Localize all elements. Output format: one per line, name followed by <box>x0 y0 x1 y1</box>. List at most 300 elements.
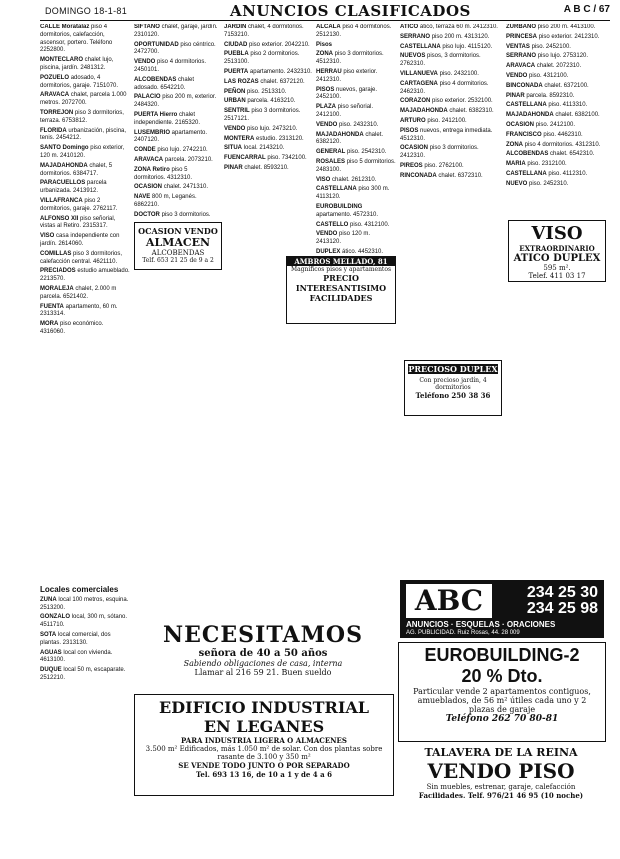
classified-ad-text: piso señorial. 2412100. <box>316 104 374 118</box>
classified-ad-text: piso. 7342100. <box>267 155 307 162</box>
classified-ad-text: piso 3 dormitorios. 2517121. <box>224 108 301 122</box>
classified-ad-label: ALCOBENDAS <box>506 151 549 158</box>
classified-ad <box>316 231 396 247</box>
talavera-line-4: Facilidades. Telf. 976/21 46 95 (10 noche) <box>418 791 584 800</box>
classified-ad-label: MARIA <box>506 161 526 168</box>
classified-ad-label: SIFTANO <box>134 24 160 30</box>
abc-phone-1: 234 25 30 <box>526 584 598 601</box>
classified-ad-label: CALLE Moratalaz <box>40 24 90 30</box>
classified-ad-label: NUEVO <box>506 180 528 187</box>
classified-ad-label: DUPLEX <box>316 248 341 254</box>
classified-ad-text: piso 200 m, exterior. 2484320. <box>134 94 217 109</box>
classified-ad-label: CONDE <box>134 147 156 154</box>
classified-ad <box>40 286 130 302</box>
classified-ad-text: piso 4 dormitorios. 4312310. <box>524 141 601 148</box>
classified-ad-text: chalet. 6382310. <box>449 108 494 115</box>
section-heading-locales: Locales comerciales <box>40 585 119 594</box>
classified-ad-text: chalet, garaje, jardín. 2310120. <box>134 24 218 38</box>
abc-phone-2: 234 25 98 <box>526 600 598 617</box>
classified-ad <box>506 73 604 81</box>
eurobuilding-line-4: Teléfono 262 70 80-81 <box>445 714 559 724</box>
classified-ad-label: ZONA Retiro <box>134 166 170 173</box>
classified-ad-label: ALCALA <box>316 24 341 30</box>
classified-ad-label: PARACUELLOS <box>40 180 86 187</box>
classified-ad <box>224 69 312 77</box>
classified-ad <box>400 34 504 42</box>
classified-ad-text: piso económico. 4316060. <box>40 321 104 335</box>
classified-ad-label: SOTA <box>40 631 57 638</box>
classified-ad <box>224 108 312 124</box>
classified-ad-label: PALACIO <box>134 94 161 101</box>
mellado-line-3: PRECIO <box>323 273 359 283</box>
ad-box-viso <box>508 220 606 282</box>
abc-ad-block <box>400 580 604 638</box>
classified-ad-text: piso. 2412100. <box>535 121 576 128</box>
classified-ad <box>316 132 396 148</box>
classified-ad-label: SERRANO <box>400 33 431 40</box>
classified-ad-text: pisos, 3 dormitorios. 2762310. <box>400 53 481 68</box>
ad-box-edificio <box>134 694 394 796</box>
classified-ad-label: RINCONADA <box>400 172 437 179</box>
classified-ad <box>40 597 130 613</box>
classified-ad-label: DOCTOR <box>134 211 160 217</box>
classified-ad <box>40 198 130 214</box>
classified-ad-label: OCASION <box>400 145 429 152</box>
almacen-line-4: Telf. 653 21 25 de 9 a 2 <box>142 257 214 264</box>
classified-ad <box>400 71 504 79</box>
classified-ad <box>506 63 604 71</box>
classified-ad-text: piso. 4312100. <box>529 72 569 79</box>
classified-ad <box>400 118 504 126</box>
classified-ad <box>506 151 604 159</box>
classified-ad-label: SITUA <box>224 145 242 152</box>
classified-ad-text: piso. 2452310. <box>529 180 569 187</box>
ad-box-eurobuilding <box>398 642 606 742</box>
classified-ad <box>506 181 604 189</box>
column-2 <box>134 272 220 614</box>
classified-ad <box>134 24 220 40</box>
mellado-line-1: AMBROS MELLADO, 81 <box>287 257 395 266</box>
classified-ad-text: piso. 2542310. <box>347 149 387 156</box>
classified-ad-text: local. 2143210. <box>243 145 285 152</box>
classified-ad-label: FUENCARRAL <box>224 155 266 162</box>
classified-ad <box>134 184 220 192</box>
classified-ad-label: FLORIDA <box>40 127 67 134</box>
classified-ad-text: adosado, 4 dormitorios, garaje. 7151070. <box>40 74 119 89</box>
classified-ad-text: ático. 4452310. <box>342 248 384 254</box>
classified-ad-text: piso exterior, 120 m. 2410120. <box>40 145 125 159</box>
classified-ad-label: CASTELLANA <box>506 102 547 109</box>
classified-ad-label: CARTAGENA <box>400 80 438 87</box>
classified-ad <box>40 24 130 55</box>
classified-ad <box>316 42 396 50</box>
viso-line-2: EXTRAORDINARIO <box>519 244 595 253</box>
classified-ad-label: ALCOBENDAS <box>134 76 177 83</box>
eurobuilding-line-1: EUROBUILDING-2 <box>424 645 580 665</box>
classified-ad-text: chalet, 4 dormitorios. 7153210. <box>224 24 304 38</box>
classified-ad-text: piso. 2412100. <box>427 117 467 124</box>
viso-line-1: VISO <box>531 223 583 244</box>
classified-ad <box>506 24 604 32</box>
classified-ad-label: SANTO Domingo <box>40 145 89 152</box>
classified-ad-text: piso. 2762100. <box>424 162 464 169</box>
classified-ad-label: VISO <box>316 176 331 183</box>
classified-ad-text: piso. 2432100. <box>439 70 479 77</box>
classified-ad-label: MAJADAHONDA <box>400 108 448 115</box>
classified-ad-label: CIUDAD <box>224 41 248 48</box>
classified-ad-text: parcela. 4163210. <box>247 98 296 105</box>
classified-ad <box>316 51 396 67</box>
classified-ad <box>400 163 504 171</box>
classified-ad <box>40 614 130 630</box>
classified-ad-text: piso. 4112310. <box>548 170 588 177</box>
classified-ad-text: chalet. 2072310. <box>536 63 582 70</box>
classified-ad <box>506 122 604 130</box>
classified-ad-text: piso 3 dormitorios, terraza. 6753812. <box>40 109 124 124</box>
classified-ad-text: piso. 2432310. <box>339 121 379 128</box>
classified-ad <box>400 44 504 52</box>
edificio-line-4: 3.500 m² Edificados, más 1.050 m² de solar. Con dos plantas sobre rasante de 3.100 y 350 m² <box>145 745 383 761</box>
classified-ad-label: VENDO <box>316 231 338 238</box>
classified-ad-label: ZURBANO <box>506 24 536 30</box>
edificio-line-6: Tel. 693 13 16, de 10 a 1 y de 4 a 6 <box>196 770 332 779</box>
viso-line-3: ATICO DUPLEX <box>513 253 601 264</box>
classified-ad <box>506 102 604 110</box>
classified-ad-label: MONTERA <box>224 135 255 142</box>
classified-ad-label: NUEVOS <box>400 53 426 60</box>
viso-line-5: Telef. 411 03 17 <box>528 272 586 280</box>
classified-ad <box>40 145 130 161</box>
necesitamos-line-3: Sabiendo obligaciones de casa, interna <box>183 659 343 668</box>
classified-ad-label: OPORTUNIDAD <box>134 41 179 48</box>
almacen-line-1: OCASION VENDO <box>138 226 218 236</box>
classified-ad <box>506 112 604 120</box>
classified-ad <box>134 94 220 110</box>
classified-ad-text: local 100 metros, esquina. 2513200. <box>40 596 129 611</box>
classified-ad <box>506 83 604 91</box>
classified-ad <box>224 165 312 173</box>
classified-ad <box>316 122 396 130</box>
classified-ad <box>224 51 312 67</box>
abc-subtitle: ANUNCIOS · ESQUELAS · ORACIONES <box>406 620 556 629</box>
classified-ad-label: JARDIN <box>224 24 247 30</box>
classified-ad-label: HERRAU <box>316 68 342 75</box>
classified-ad-text: piso 200 m. 4313120. <box>431 33 490 40</box>
classified-ad <box>224 24 312 40</box>
classified-ad <box>400 24 504 32</box>
classified-ad-label: URBAN <box>224 98 246 105</box>
classified-ad-text: chalet. 8593210. <box>244 164 289 171</box>
classified-ad-text: apartamento, 60 m. 2313314. <box>40 303 118 318</box>
classified-ad <box>224 155 312 163</box>
almacen-line-2: ALMACEN <box>145 236 211 249</box>
talavera-line-2: VENDO PISO <box>427 759 575 783</box>
classified-ad <box>224 89 312 97</box>
classified-ad-label: PEÑON <box>224 88 246 95</box>
classified-ad-text: chalet lujo, piscina, jardín. 2481312. <box>40 57 114 71</box>
classified-ad-text: piso lujo. 2742210. <box>157 147 208 154</box>
duplex-line-3: Teléfono 250 38 36 <box>415 391 491 400</box>
classified-ad-label: PISOS <box>316 86 335 93</box>
classified-ad-label: TORREJON <box>40 109 74 116</box>
necesitamos-line-4: Llamar al 216 59 21. Buen sueldo <box>194 668 332 677</box>
classified-ad <box>134 77 220 93</box>
classified-ad-text: piso 4 dormitorios. 2512130. <box>316 24 392 38</box>
classified-ad-label: PUEBLA <box>224 51 249 58</box>
classified-ad <box>40 92 130 108</box>
classified-ad-label: SERRANO <box>506 53 537 60</box>
classified-ad <box>400 128 504 144</box>
classified-ad-label: VILLANUEVA <box>400 70 438 77</box>
classified-ad-label: MAJADAHONDA <box>316 131 364 138</box>
edificio-line-1: EDIFICIO INDUSTRIAL <box>159 698 369 717</box>
classified-ad-text: piso 2 dormitorios. 2513100. <box>224 51 300 66</box>
classified-ad <box>40 321 130 337</box>
classified-ad-text: piso. 4462310. <box>543 131 583 138</box>
classified-ad <box>224 79 312 87</box>
classified-ad-text: piso lujo. 4115120. <box>442 43 493 50</box>
classified-ad-text: chalet, 2.000 m parcela. 6521402. <box>40 285 117 300</box>
eurobuilding-line-2: 20 % Dto. <box>461 666 543 686</box>
abc-address: AG. PUBLICIDAD. Ruiz Rosas, 44. 28 009 <box>406 630 520 636</box>
classified-ad <box>400 145 504 161</box>
classified-ad-label: FUENTA <box>40 303 64 310</box>
classified-ad <box>134 59 220 75</box>
classified-ad <box>400 53 504 69</box>
classified-ad-text: casa independiente con jardín. 2614060. <box>40 233 120 247</box>
classified-ad-text: piso lujo. 2753120. <box>537 53 589 60</box>
classified-ad <box>40 650 130 666</box>
classified-ad-label: COMILLAS <box>40 250 72 257</box>
classified-ad-label: ROSALES <box>316 158 346 165</box>
classified-ad <box>506 53 604 61</box>
classified-ad-text: chalet independiente. 2165320. <box>134 111 201 126</box>
classified-ad-label: GONZALO <box>40 614 70 621</box>
classified-ad <box>400 173 504 181</box>
classified-ad-label: ARTURO <box>400 117 426 124</box>
classified-ad-label: GENERAL <box>316 149 346 156</box>
classified-ad <box>316 104 396 120</box>
classified-ad-label: EUROBUILDING <box>316 203 363 210</box>
classified-ad-text: piso céntrico. 2472700. <box>134 41 216 56</box>
mellado-line-2: Magníficos pisos y apartamentos <box>290 266 392 273</box>
classified-ad-text: estudio amueblado. 2213570. <box>40 268 130 283</box>
classified-ad-text: chalet. 6542310. <box>550 151 595 158</box>
classified-ad <box>224 126 312 134</box>
classified-ad-label: CORAZON <box>400 98 431 105</box>
classified-ad <box>316 69 396 85</box>
classified-ad-text: piso exterior. 2412310. <box>316 68 378 83</box>
edificio-line-3: PARA INDUSTRIA LIGERA O ALMACENES <box>181 736 347 745</box>
classified-ad-text: piso 4 dormitorios. 2462310. <box>400 80 489 95</box>
classified-ad-label: PUERTA <box>224 68 249 75</box>
classified-ad-label: PLAZA <box>316 104 336 111</box>
classified-ad-label: ATICO <box>400 24 419 30</box>
classified-ad-text: chalet. 2471310. <box>163 184 209 191</box>
classified-ad-text: local, 300 m, sótano. 4511710. <box>40 614 128 629</box>
classified-ad-label: VENDO <box>506 72 528 79</box>
mellado-line-5: FACILIDADES <box>309 293 373 303</box>
column-4-top <box>316 24 396 254</box>
classified-ad-text: parcela. 2073210. <box>164 156 213 163</box>
classified-ad-label: MAJADAHONDA <box>40 162 88 169</box>
classified-ad-text: ático, terraza 60 m. 2412310. <box>419 24 498 30</box>
classified-ad-label: CASTELLANA <box>400 43 441 50</box>
classified-ad <box>40 180 130 196</box>
duplex-line-2: Con precioso jardín, 4 dormitorios <box>419 377 487 391</box>
classified-ad-text: chalet. 2612310. <box>332 176 377 183</box>
page-header <box>0 0 620 22</box>
classified-ad-text: piso 300 m. 4113120. <box>316 186 390 201</box>
column-1-locales <box>40 580 130 830</box>
classified-ad-label: CASTELLANA <box>506 170 547 177</box>
classified-ad-text: piso 2 dormitorios, garaje. 2762117. <box>40 197 118 212</box>
classified-ad-text: nuevos, garaje. 2452100. <box>316 86 378 101</box>
duplex-line-1: PRECIOSO DUPLEX <box>408 364 498 374</box>
classified-ad <box>40 128 130 144</box>
classified-ad-text: chalet. 6382120. <box>316 131 384 146</box>
classified-ad <box>134 147 220 155</box>
column-1 <box>40 24 130 579</box>
classified-ad-text: apartamento. 2407120. <box>134 129 208 144</box>
classified-ad <box>224 136 312 144</box>
issue-date: DOMINGO 18-1-81 <box>45 6 128 16</box>
classified-ad <box>506 44 604 52</box>
classified-ad-label: ZUNA <box>40 596 57 603</box>
classified-ad-label: MAJADAHONDA <box>506 112 554 119</box>
talavera-line-3: Sin muebles, estrenar, garaje, calefacción <box>426 783 576 791</box>
classified-ad <box>316 24 396 40</box>
classified-ad-label: VISO <box>40 233 55 240</box>
classified-ad <box>316 177 396 185</box>
classified-ad-label: ARAVACA <box>134 156 164 163</box>
classified-ad-label: CASTELLANA <box>316 186 357 193</box>
classified-ad-label: Pisos <box>316 41 333 48</box>
classified-ad-text: piso 3 dormitorios, calefacción central. 4621110. <box>40 250 123 265</box>
classified-ad <box>40 251 130 267</box>
classified-ad-text: piso 3 dormitorios. 4512310. <box>316 51 384 66</box>
classified-ad-text: apartamento. 4572310. <box>316 211 379 218</box>
classified-ad <box>506 142 604 150</box>
classified-ad-label: LUSEMBRIO <box>134 129 170 136</box>
classified-ad-text: piso exterior. 2532100. <box>432 98 493 105</box>
classified-ad-text: estudio. 2313120. <box>256 135 304 142</box>
column-5 <box>400 420 504 575</box>
classified-ad <box>134 167 220 183</box>
classified-ad <box>40 216 130 232</box>
classified-ad-text: chalet, 5 dormitorios. 6384717. <box>40 162 113 177</box>
classified-ad-label: PISOS <box>400 127 419 134</box>
classified-ad-label: AGUAS <box>40 649 62 656</box>
classified-ad <box>134 194 220 210</box>
classified-ad <box>40 304 130 320</box>
classified-ad-text: nuevos, entrega inmediata. 4512310. <box>400 127 493 142</box>
classified-ad-label: DUQUE <box>40 667 62 674</box>
classified-ad <box>134 212 220 217</box>
classified-ad-text: piso 3 dormitorios. <box>161 211 211 217</box>
classified-ad-label: ZONA <box>316 51 333 58</box>
necesitamos-line-2: señora de 40 a 50 años <box>198 648 328 659</box>
classified-ad-text: chalet. 6372310. <box>438 172 483 179</box>
classified-ad-text: piso 4 dormitorios, calefacción, ascensor, portero. Teléfono 2252800. <box>40 24 113 54</box>
classified-ad-text: piso exterior. 2412310. <box>538 33 600 40</box>
classified-ad <box>40 667 130 683</box>
section-title: ANUNCIOS CLASIFICADOS <box>230 2 471 20</box>
classified-ad-text: parcela. 8592310. <box>526 92 575 99</box>
header-rule <box>40 20 610 21</box>
abc-logo: ABC <box>406 584 492 618</box>
classified-ad-label: BINCONADA <box>506 82 543 89</box>
classified-ad-label: MORALEJA <box>40 285 74 292</box>
mellado-line-4: INTERESANTISIMO <box>295 283 387 293</box>
classified-ad <box>134 130 220 146</box>
classified-ad <box>506 171 604 179</box>
classified-ad-label: SENTRIL <box>224 108 250 115</box>
edificio-line-2: EN LEGANES <box>203 717 325 736</box>
classified-ad <box>40 163 130 179</box>
ad-box-almacen <box>134 222 222 270</box>
classified-ad-label: ARAVACA <box>506 63 536 70</box>
classified-ad <box>40 233 130 249</box>
classified-ad-text: piso. 4312100. <box>350 221 390 228</box>
ad-box-necesitamos <box>134 622 392 688</box>
classified-ad-label: VENDO <box>224 125 246 132</box>
classified-ad-text: chalet adosado. 6542210. <box>134 76 195 91</box>
classified-ad-label: FRANCISCO <box>506 131 542 138</box>
column-6-top <box>506 24 604 214</box>
classified-ad-text: local 50 m, escaparate. 2512210. <box>40 667 126 681</box>
classified-ad <box>134 42 220 58</box>
classified-ad <box>134 112 220 128</box>
classified-ad-text: piso 200 m. 4413100. <box>537 24 596 30</box>
classified-ad-text: chalet. 6382100. <box>555 112 600 119</box>
classified-ad-label: LAS ROZAS <box>224 78 259 85</box>
classified-ad-text: chalet. 6372100. <box>544 82 589 89</box>
classified-ad-text: apartamento. 2432310. <box>249 68 312 75</box>
classified-ad-label: MONTECLARO <box>40 57 83 64</box>
classified-ad <box>40 57 130 73</box>
talavera-line-1: TALAVERA DE LA REINA <box>424 746 578 759</box>
classified-ad-label: VENDO <box>134 59 156 66</box>
classified-ad <box>506 161 604 169</box>
ad-box-duplex <box>404 360 502 416</box>
classified-ad <box>40 268 130 284</box>
necesitamos-line-1: NECESITAMOS <box>163 622 363 648</box>
classified-ad <box>316 149 396 157</box>
classified-ad <box>316 249 396 254</box>
classified-ad <box>506 93 604 101</box>
page-number: A B C / 67 <box>563 4 610 15</box>
classified-ad-label: OCASION <box>134 184 163 191</box>
eurobuilding-line-3: Particular vende 2 apartamentos contiguos, amueblados, de 56 m² útiles cada uno y 2 plazas de garaje <box>413 687 591 714</box>
classified-ad <box>316 186 396 202</box>
column-6 <box>506 286 604 576</box>
classified-ad <box>224 42 312 50</box>
classified-ad <box>316 204 396 220</box>
classified-ad <box>400 108 504 116</box>
classified-ad <box>224 145 312 153</box>
classified-ad-label: MORA <box>40 321 59 328</box>
classified-ad <box>506 132 604 140</box>
classified-ad-text: piso lujo. 2473210. <box>247 125 298 132</box>
classified-ad <box>506 34 604 42</box>
classified-ad-label: NAVE <box>134 194 151 201</box>
viso-line-4: 595 m². <box>543 264 571 272</box>
classified-ad-label: PIREOS <box>400 162 423 169</box>
classified-ad-text: local con vivienda. 4613100. <box>40 649 113 664</box>
classified-ad <box>224 98 312 106</box>
classified-ad-label: PINAR <box>224 164 243 171</box>
